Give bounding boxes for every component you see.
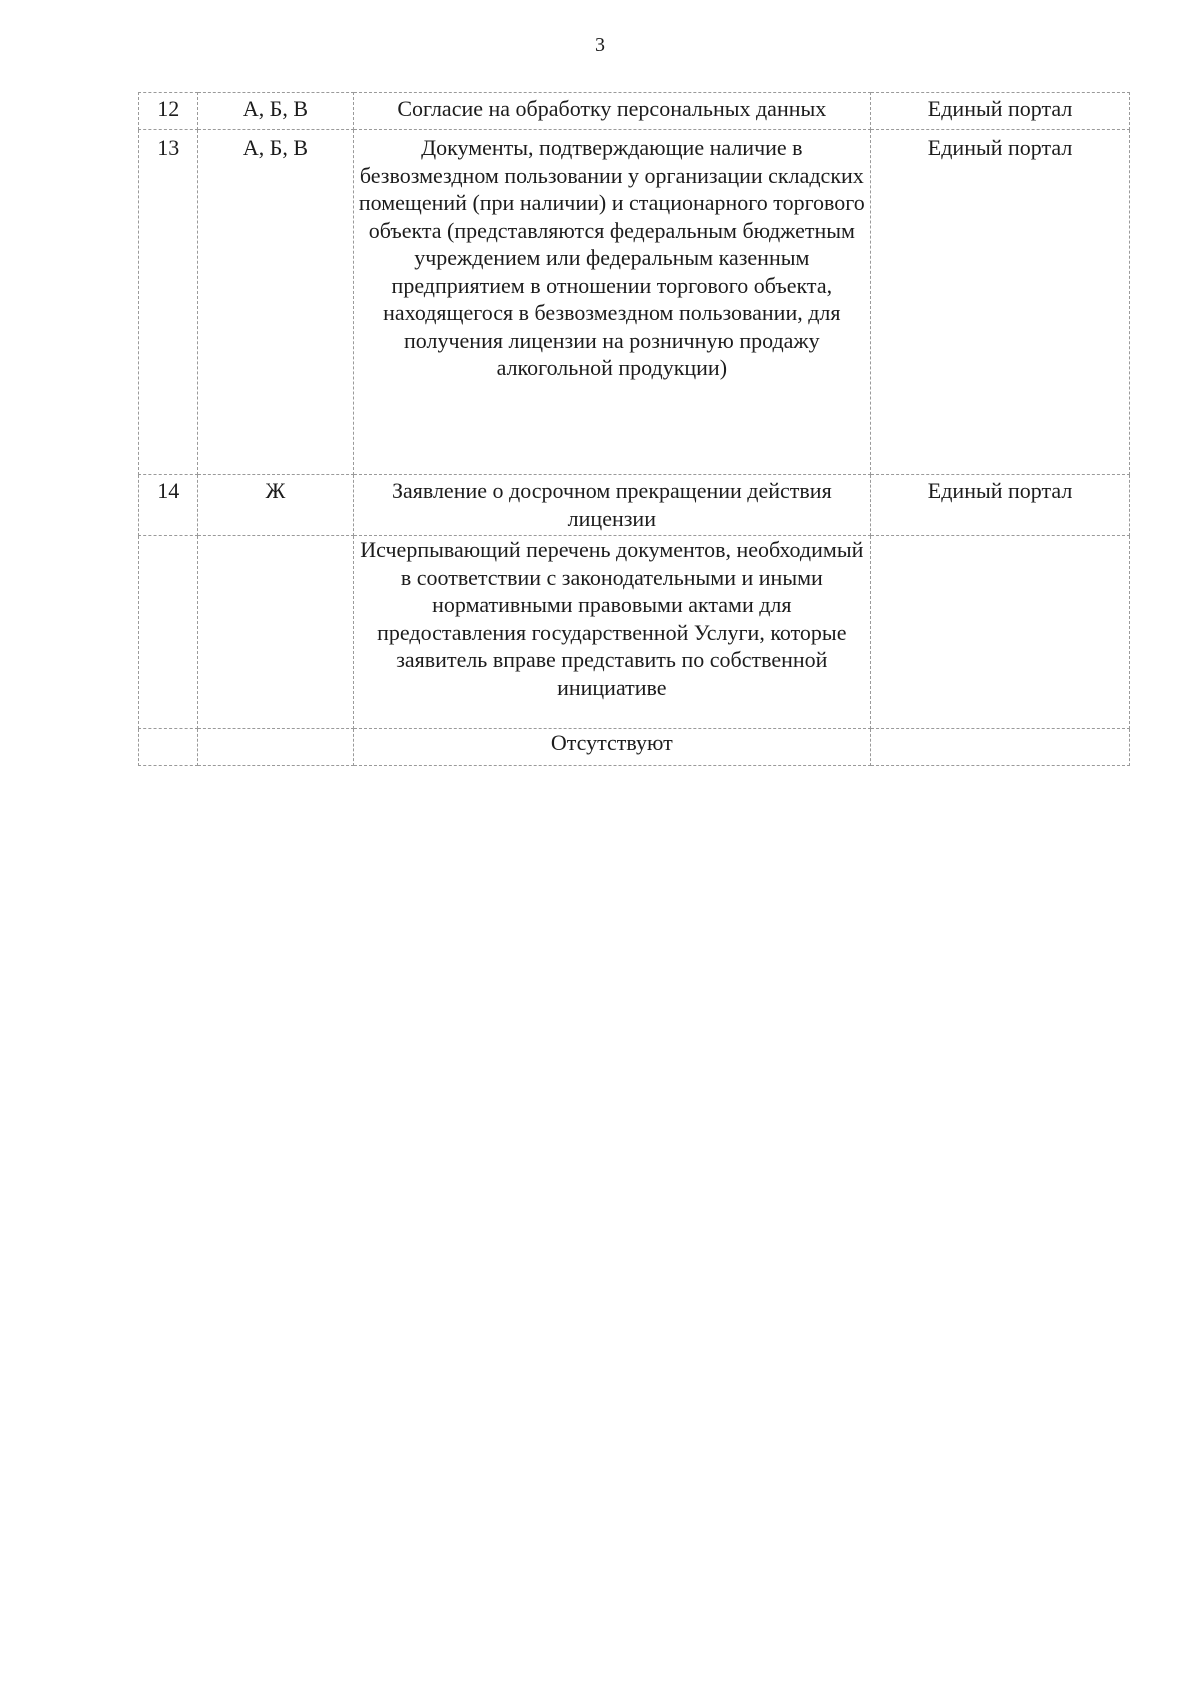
row-categories: Ж — [198, 475, 353, 536]
row-document: Документы, подтверждающие наличие в безвозмездном пользовании у организации складских помещений (при наличии) и стационарного торгового объекта (представляются федеральным бюджетным учреждением или федеральным казенным предприятием в отношении торгового объекта, находящегося в безвозмездном пользовании, для получения лицензии на розничную продажу алкогольной продукции) — [353, 130, 871, 475]
table-row — [139, 130, 1130, 475]
row-source: Единый портал — [871, 93, 1130, 130]
section-heading-row — [139, 536, 1130, 729]
row-source: Единый портал — [871, 130, 1130, 475]
row-number: 13 — [139, 130, 198, 475]
section-value-row — [139, 729, 1130, 766]
empty-cell — [139, 729, 198, 766]
row-source: Единый портал — [871, 475, 1130, 536]
row-number: 12 — [139, 93, 198, 130]
row-document: Заявление о досрочном прекращении действия лицензии — [353, 475, 871, 536]
row-document: Согласие на обработку персональных данных — [353, 93, 871, 130]
page-number: 3 — [595, 34, 605, 56]
row-number: 14 — [139, 475, 198, 536]
empty-cell — [871, 536, 1130, 729]
empty-cell — [139, 536, 198, 729]
empty-cell — [198, 729, 353, 766]
documents-table — [138, 92, 1130, 766]
empty-cell — [871, 729, 1130, 766]
section-value: Отсутствуют — [353, 729, 871, 766]
row-categories: А, Б, В — [198, 93, 353, 130]
table-row — [139, 475, 1130, 536]
row-categories: А, Б, В — [198, 130, 353, 475]
empty-cell — [198, 536, 353, 729]
section-heading: Исчерпывающий перечень документов, необходимый в соответствии с законодательными и иными нормативными правовыми актами для предоставления государственной Услуги, которые заявитель вправе представить по собственной инициативе — [353, 536, 871, 729]
table-row — [139, 93, 1130, 130]
